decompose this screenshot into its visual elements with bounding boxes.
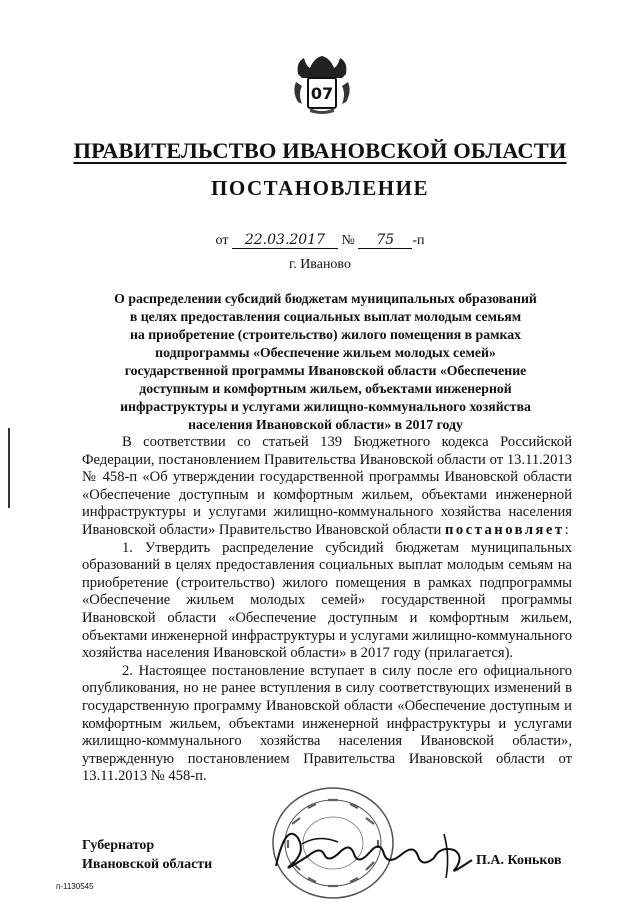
city: г. Иваново [289,257,351,272]
signer-name: П.А. Коньков [476,853,562,868]
item-2: 2. Настоящее постановление вступает в силу после его официального опубликования, но не ранее вступления в силу соответствующих изменений в государственную программу Ивановской области «Обеспечение доступным и комфортным жильем, объектами инженерной инфраструктуры и услугами жилищно-коммунального хозяйства населения Ивановской области», утвержденную постановлением Правительства Ивановской области от 13.11.2013 № 458-п. [82,662,572,785]
document-number: 75 [358,233,412,249]
title-line: населения Ивановской области» в 2017 году [188,417,463,432]
signer-position [82,836,212,874]
decree-word: постановляет [444,521,565,538]
title-line: на приобретение (строительство) жилого помещения в рамках [129,327,522,342]
number-prefix: № [341,233,355,248]
title-line: государственной программы Ивановской области «Обеспечение [124,363,527,378]
coat-of-arms-icon [290,52,354,116]
number-suffix: -п [412,233,425,248]
document-code: п-1130545 [56,882,94,891]
intro-text: В соответствии со статьей 139 Бюджетного кодекса Российской Федерации, постановлением Правительства Ивановской области от 13.11.2013 № 458-п «Об утверждении государственной программы Ивановской области «Обеспечение доступным и комфортным жильем, объектами инженерной инфраструктуры и услугами жилищно-коммунального хозяйства населения Ивановской области» Правительство Ивановской области [82,434,572,538]
document-body [82,434,572,786]
date-prefix: от [215,233,229,248]
decree-colon: : [564,521,569,538]
title-line: в целях предоставления социальных выплат молодым семьям [129,309,522,324]
document-type: ПОСТАНОВЛЕНИЕ [211,176,429,200]
item-1: 1. Утвердить распределение субсидий бюджетам муниципальных образований в целях предоставления социальных выплат молодым семьям на приобретение (строительство) жилого помещения в рамках подпрограммы «Обеспечение жильем молодых семей» государственной программы Ивановской области «Обеспечение доступным и комфортным жильем, объектами инженерной инфраструктуры и услугами жилищно-коммунального хозяйства населения Ивановской области» в 2017 году (прилагается). [82,539,572,662]
svg-text:07: 07 [310,84,334,103]
document-title [88,290,563,434]
intro-paragraph [82,434,572,540]
title-line: О распределении субсидий бюджетам муниципальных образований [114,291,537,306]
document-date: 22.03.2017 [232,233,338,249]
margin-mark [8,428,10,508]
title-line: подпрограммы «Обеспечение жильем молодых семей» [155,345,496,360]
title-line: инфраструктуры и услугами жилищно-коммунального хозяйства [120,399,531,414]
signature-icon [258,816,498,886]
title-line: доступным и комфортным жильем, объектами инженерной [139,381,512,396]
government-name: ПРАВИТЕЛЬСТВО ИВАНОВСКОЙ ОБЛАСТИ [73,138,567,163]
signer-position-line1: Губернатор [82,838,155,853]
signer-position-line2: Ивановской области [82,857,213,872]
document-number-line [0,233,640,249]
